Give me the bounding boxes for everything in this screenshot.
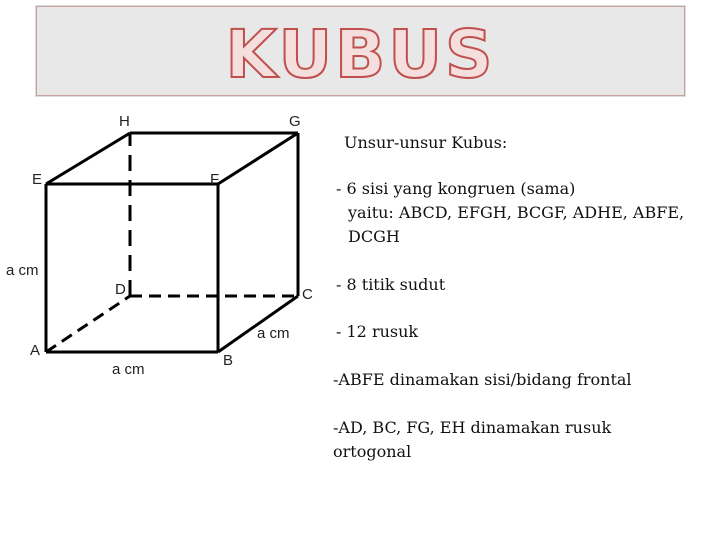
info-vertices: - 8 titik sudut [336, 275, 446, 294]
info-sides-line1: - 6 sisi yang kongruen (sama) [336, 179, 576, 198]
vertex-label-b: B [223, 352, 234, 369]
info-ortho-line1: -AD, BC, FG, EH dinamakan rusuk [333, 418, 612, 437]
info-sides-line2: yaitu: ABCD, EFGH, BCGF, ADHE, ABFE, [348, 203, 685, 222]
edge-bc [218, 296, 298, 352]
vertex-label-g: G [289, 113, 301, 130]
vertex-label-c: C [302, 286, 313, 303]
edge-ad [46, 296, 130, 352]
info-frontal: -ABFE dinamakan sisi/bidang frontal [333, 370, 632, 389]
side-label-left: a cm [6, 262, 39, 279]
vertex-label-h: H [119, 113, 130, 130]
vertex-label-d: D [115, 281, 126, 298]
vertex-label-e: E [32, 171, 43, 188]
side-label-depth: a cm [257, 325, 290, 342]
info-sides-line3: DCGH [348, 227, 400, 246]
vertex-label-a: A [30, 342, 41, 359]
vertex-label-f: F [210, 171, 220, 188]
edge-fg [218, 133, 298, 184]
side-label-bottom: a cm [112, 361, 145, 378]
edge-eh [46, 133, 130, 184]
info-heading: Unsur-unsur Kubus: [344, 133, 508, 152]
info-ortho-line2: ortogonal [333, 442, 412, 461]
page-title: KUBUS [225, 16, 496, 93]
info-edges: - 12 rusuk [336, 322, 419, 341]
